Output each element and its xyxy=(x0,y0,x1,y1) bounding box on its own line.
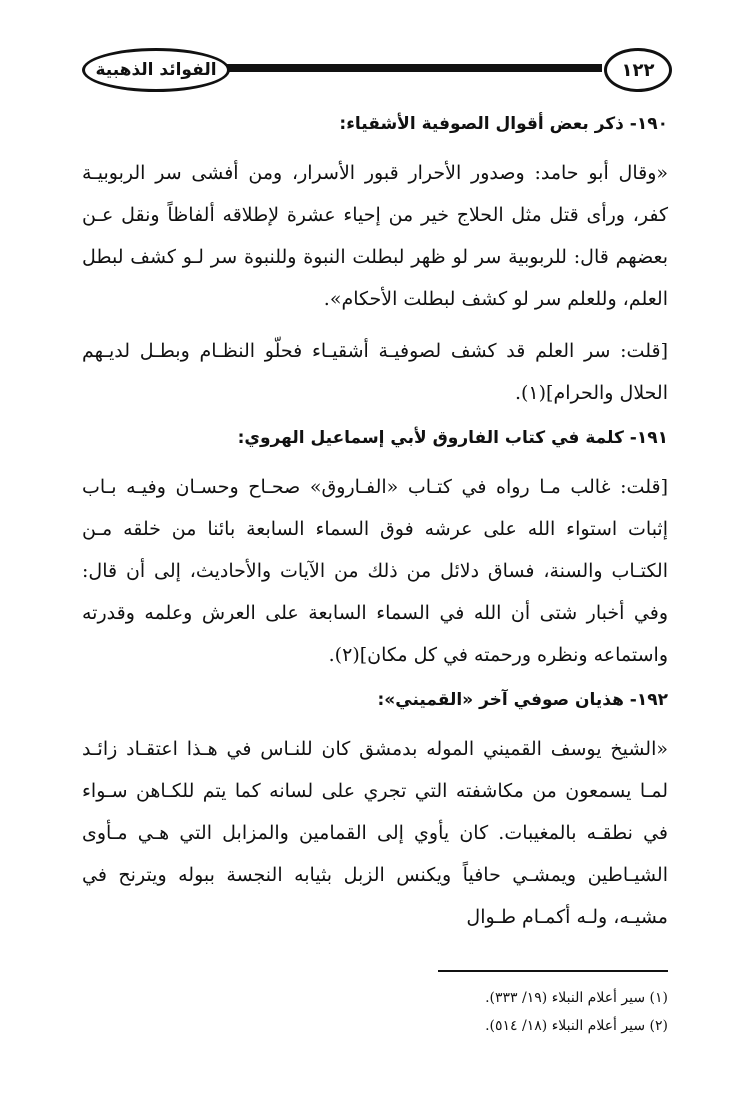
paragraph: «الشيخ يوسف القميني الموله بدمشق كان للنـاس في هـذا اعتقـاد زائـد لمـا يسمعون من مكاشفته التي تجري على لسانه كما يتم للكـاهن سـواء في نطقـه بالمغيبات. كان يأوي إلى القمامين والمزابل التي هـي مـأوى الشيـاطين ويمشـي حافياً ويكنس الزبل بثيابه النجسة ببوله ويترنح في مشيـه، ولـه أكمـام طـوال xyxy=(82,738,668,928)
footnote: (٢) سير أعلام النبلاء (١٨/ ٥١٤). xyxy=(485,1018,668,1034)
book-title: الفوائد الذهبية xyxy=(82,48,230,92)
section-heading-191: ١٩١- كلمة في كتاب الفاروق لأبي إسماعيل الهروي: xyxy=(237,428,668,448)
paragraph: [قلت: غالب مـا رواه في كتـاب «الفـاروق» صحـاح وحسـان وفيـه بـاب إثبات استواء الله على عرشه فوق السماء السابعة بائنا من خلقه مـن الكتـاب والسنة، فساق دلائل من ذلك من الآيات والأحاديث، إلى أن قال: وفي أخبار شتى أن الله في السماء السابعة على العرش وعلمه وقدرته واستماعه ونظره ورحمته في كل مكان](٢). xyxy=(82,476,668,666)
section-heading-190: ١٩٠- ذكر بعض أقوال الصوفية الأشقياء: xyxy=(339,114,668,134)
footnote: (١) سير أعلام النبلاء (١٩/ ٣٣٣). xyxy=(485,990,668,1006)
page-header xyxy=(82,48,672,90)
section-heading-192: ١٩٢- هذيان صوفي آخر «القميني»: xyxy=(377,690,668,710)
page-body xyxy=(82,100,668,948)
footnote-rule xyxy=(438,970,668,972)
page-number: ١٢٢ xyxy=(604,48,672,92)
footnotes xyxy=(82,970,668,1040)
header-rule xyxy=(202,64,602,72)
paragraph: «وقال أبو حامد: وصدور الأحرار قبور الأسرار، ومن أفشى سر الربوبيـة كفر، ورأى قتل مثل الحلاج خير من إحياء عشرة لإطلاقه ألفاظاً ونقل عـن بعضهم قال: للربوبية سر لو ظهر لبطلت النبوة وللنبوة سر لـو كشف لبطل العلم، وللعلم سر لو كشف لبطلت الأحكام». xyxy=(82,162,668,310)
paragraph: [قلت: سر العلم قد كشف لصوفيـة أشقيـاء فحلّو النظـام وبطـل لديـهم الحلال والحرام](١). xyxy=(82,340,668,404)
